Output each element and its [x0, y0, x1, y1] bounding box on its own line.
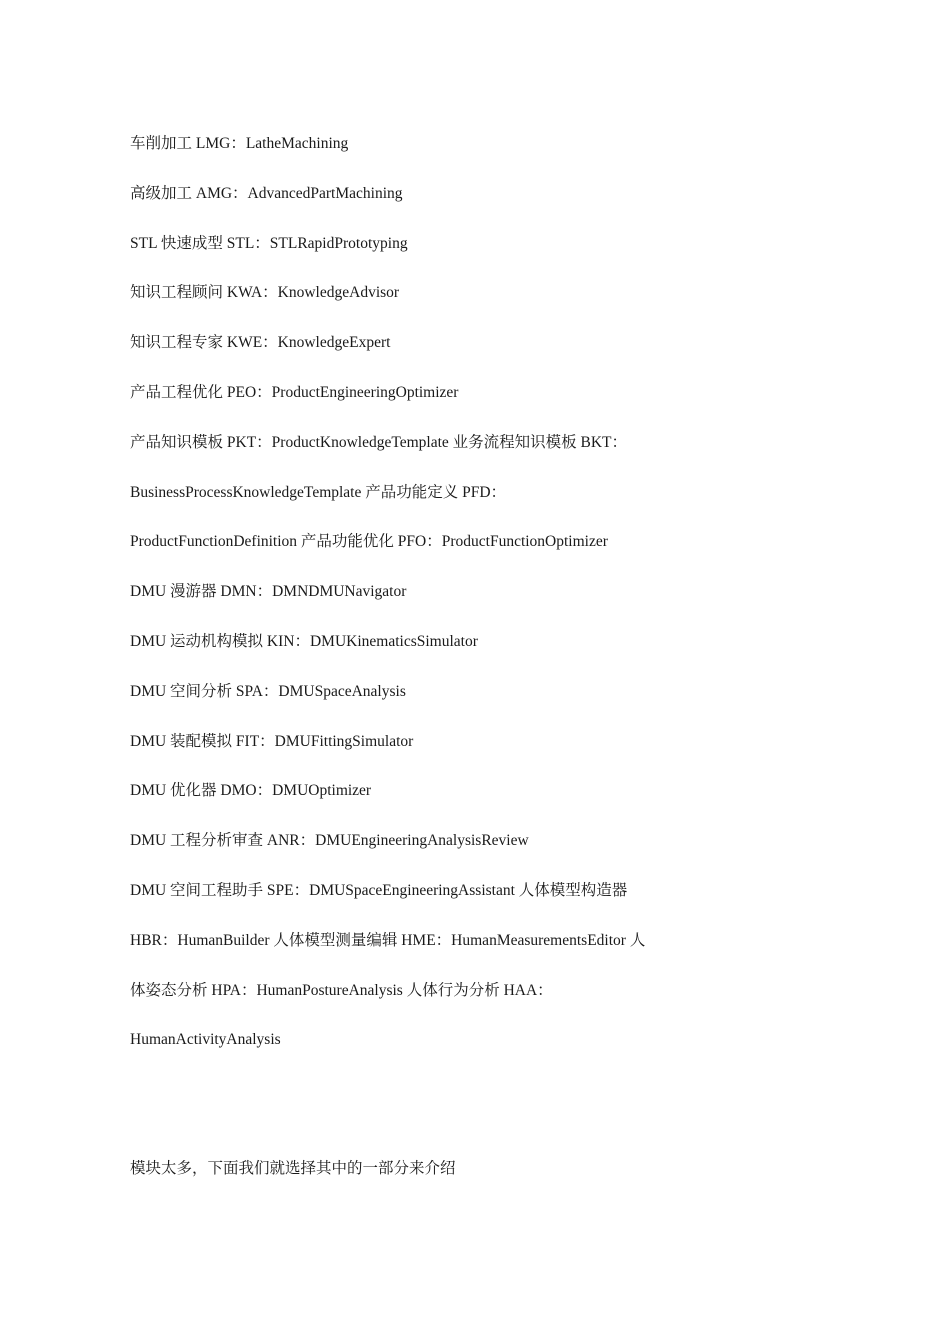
text-line: BusinessProcessKnowledgeTemplate 产品功能定义 PFD： — [130, 483, 507, 501]
text-line: DMU 空间分析 SPA：DMUSpaceAnalysis — [130, 682, 406, 700]
text-line: DMU 漫游器 DMN：DMNDMUNavigator — [130, 583, 407, 601]
text-line: 体姿态分析 HPA：HumanPostureAnalysis 人体行为分析 HAA： — [130, 981, 553, 999]
text-line: DMU 工程分析审查 ANR：DMUEngineeringAnalysisReview — [130, 832, 529, 850]
text-line: DMU 运动机构模拟 KIN：DMUKinematicsSimulator — [130, 632, 478, 650]
text-line: 高级加工 AMG：AdvancedPartMachining — [130, 184, 403, 202]
text-line: DMU 优化器 DMO：DMUOptimizer — [130, 782, 372, 800]
text-line: ProductFunctionDefinition 产品功能优化 PFO：ProductFunctionOptimizer — [130, 533, 608, 551]
module-list — [130, 131, 850, 1077]
text-line: HumanActivityAnalysis — [130, 1031, 281, 1049]
text-line: 知识工程顾问 KWA：KnowledgeAdvisor — [130, 284, 400, 302]
text-line: 车削加工 LMG：LatheMachining — [130, 135, 349, 152]
text-line: DMU 装配模拟 FIT：DMUFittingSimulator — [130, 732, 414, 750]
text-line: 产品工程优化 PEO：ProductEngineeringOptimizer — [130, 383, 459, 401]
text-line: STL 快速成型 STL：STLRapidPrototyping — [130, 234, 408, 252]
text-line: 知识工程专家 KWE：KnowledgeExpert — [130, 334, 391, 352]
closing-paragraph: 模块太多，下面我们就选择其中的一部分来介绍 — [130, 1160, 456, 1177]
text-line: DMU 空间工程助手 SPE：DMUSpaceEngineeringAssistant 人体模型构造器 — [130, 881, 628, 899]
text-line: 产品知识模板 PKT：ProductKnowledgeTemplate 业务流程知识模板 BKT： — [130, 433, 628, 451]
text-line: HBR：HumanBuilder 人体模型测量编辑 HME：HumanMeasurementsEditor 人 — [130, 931, 646, 949]
